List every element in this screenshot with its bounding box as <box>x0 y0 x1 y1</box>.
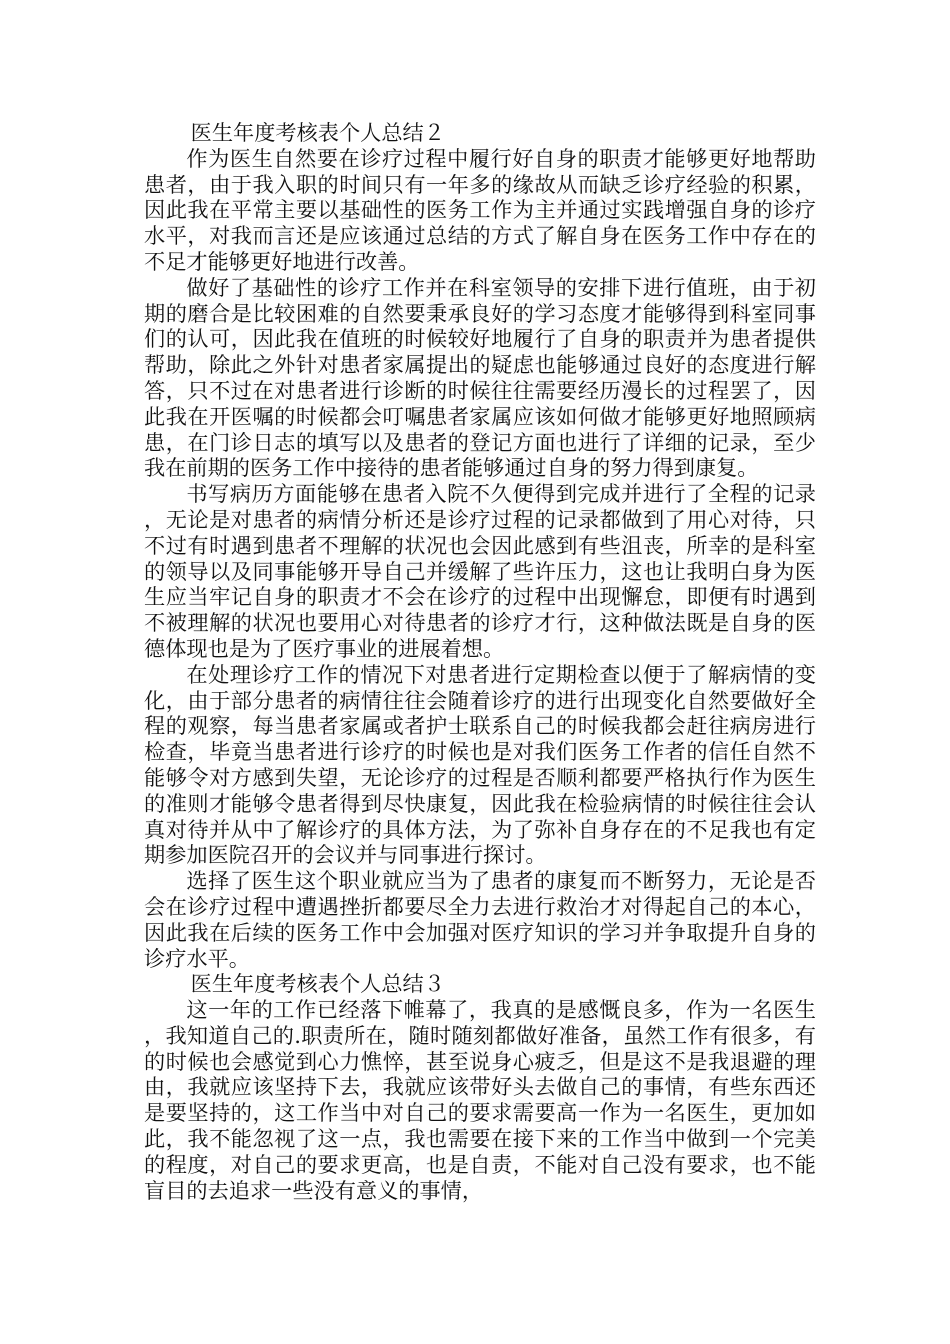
body-paragraph: 书写病历方面能够在患者入院不久便得到完成并进行了全程的记录，无论是对患者的病情分析还是诊疗过程的记录都做到了用心对待，只不过有时遇到患者不理解的状况也会因此感到有些沮丧，所幸的是科室的领导以及同事能够开导自己并缓解了些许压力，这也让我明白身为医生应当牢记自身的职责才不会在诊疗的过程中出现懈怠，即便有时遇到不被理解的状况也要用心对待患者的诊疗才行，这种做法既是自身的医德体现也是为了医疗事业的进展着想。 <box>144 481 816 661</box>
body-paragraph: 这一年的工作已经落下帷幕了，我真的是感慨良多，作为一名医生，我知道自己的.职责所在，随时随刻都做好准备，虽然工作有很多，有的时候也会感觉到心力憔悴，甚至说身心疲乏，但是这不是我退避的理由，我就应该坚持下去，我就应该带好头去做自己的事情，有些东西还是要坚持的，这工作当中对自己的要求需要高一作为一名医生，更加如此，我不能忽视了这一点，我也需要在接下来的工作当中做到一个完美的程度，对自己的要求更高，也是自责，不能对自己没有要求，也不能盲目的去追求一些没有意义的事情， <box>144 997 816 1203</box>
document-page <box>144 120 816 1203</box>
body-paragraph: 选择了医生这个职业就应当为了患者的康复而不断努力，无论是否会在诊疗过程中遭遇挫折都要尽全力去进行救治才对得起自己的本心，因此我在后续的医务工作中会加强对医疗知识的学习并争取提升自身的诊疗水平。 <box>144 868 816 971</box>
body-paragraph: 在处理诊疗工作的情况下对患者进行定期检查以便于了解病情的变化，由于部分患者的病情往往会随着诊疗的进行出现变化自然要做好全程的观察，每当患者家属或者护士联系自己的时候我都会赶往病房进行检查，毕竟当患者进行诊疗的时候也是对我们医务工作者的信任自然不能够令对方感到失望，无论诊疗的过程是否顺利都要严格执行作为医生的准则才能够令患者得到尽快康复，因此我在检验病情的时候往往会认真对待并从中了解诊疗的具体方法，为了弥补自身存在的不足我也有定期参加医院召开的会议并与同事进行探讨。 <box>144 661 816 868</box>
section-title: 医生年度考核表个人总结２ <box>190 120 445 145</box>
body-paragraph: 作为医生自然要在诊疗过程中履行好自身的职责才能够更好地帮助患者，由于我入职的时间只有一年多的缘故从而缺乏诊疗经验的积累，因此我在平常主要以基础性的医务工作为主并通过实践增强自身的诊疗水平，对我而言还是应该通过总结的方式了解自身在医务工作中存在的不足才能够更好地进行改善。 <box>144 145 816 274</box>
section-title: 医生年度考核表个人总结３ <box>190 971 445 997</box>
body-paragraph: 做好了基础性的诊疗工作并在科室领导的安排下进行值班，由于初期的磨合是比较困难的自然要秉承良好的学习态度才能够得到科室同事们的认可，因此我在值班的时候较好地履行了自身的职责并为患者提供帮助，除此之外针对患者家属提出的疑虑也能够通过良好的态度进行解答，只不过在对患者进行诊断的时候往往需要经历漫长的过程罢了，因此我在开医嘱的时候都会叮嘱患者家属应该如何做才能够更好地照顾病患，在门诊日志的填写以及患者的登记方面也进行了详细的记录，至少我在前期的医务工作中接待的患者能够通过自身的努力得到康复。 <box>144 274 816 481</box>
